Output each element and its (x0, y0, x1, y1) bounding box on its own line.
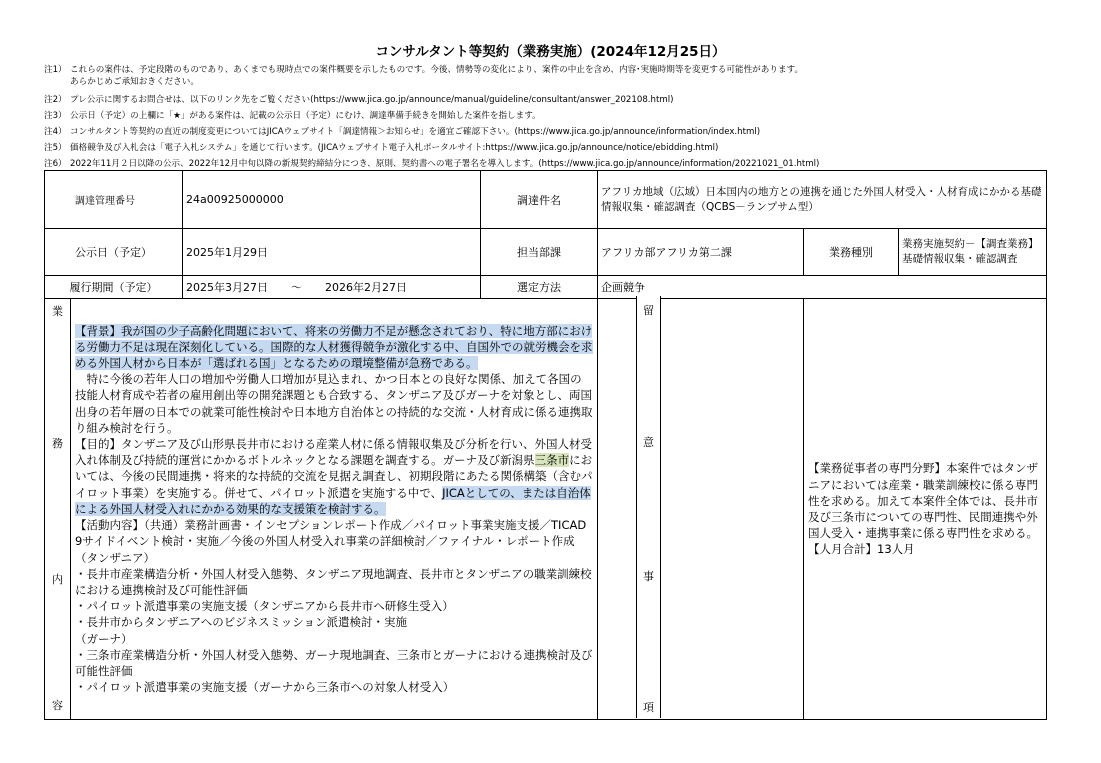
note-text: 公示日（予定）の上欄に「★」がある案件は、記載の公示日（予定）にむけ、調達準備手続きを開始した案件を指します。 (70, 111, 541, 121)
purpose-highlight: JICAとしての、または自治体による外国人材受入れにかかる効果的な支援策を検討する。 (75, 485, 591, 516)
note-text: 2022年11月２日以降の公示、2022年12月中旬以降の新規契約締結分につき、原則、契約書への電子署名を導入します。(https://www.jica.go.jp/announce/information/20221021_01.html) (70, 159, 820, 169)
purpose-city-highlight: 三条市 (534, 453, 570, 468)
announce-date-label: 公示日（予定） (45, 229, 183, 276)
note-label: 注5） (44, 143, 67, 153)
business-type-label: 業務種別 (804, 229, 899, 276)
content-label-char: 務 (52, 437, 63, 450)
note-5 (44, 142, 1064, 154)
tanzania-item: ・長井市産業構造分析・外国人材受入態勢、タンザニア現地調査、長井市とタンザニアの職業訓練校における連携検討及び可能性評価 (75, 566, 592, 597)
period-value (183, 276, 481, 299)
ghana-item: ・パイロット派遣事業の実施支援（ガーナから三条市への対象人材受入） (75, 680, 455, 695)
procurement-no-label: 調達管理番号 (45, 171, 183, 229)
ghana-item: ・三条市産業構造分析・外国人材受入態勢、ガーナ現地調査、三条市とガーナにおける連携検討及び可能性評価 (75, 647, 593, 678)
case-name-value: アフリカ地域（広域）日本国内の地方との連携を通じた外国人材受入・人材育成にかかる基礎情報収集・確認調査（QCBS－ランプサム型） (598, 171, 1047, 229)
department-value: アフリカ部アフリカ第二課 (598, 229, 804, 276)
content-label-char: 容 (52, 699, 63, 712)
note-3 (44, 110, 1064, 122)
note-1 (44, 64, 1064, 88)
remarks-label-char: 留 (643, 304, 654, 317)
remarks-label-char: 意 (643, 436, 654, 449)
purpose-part: 【目的】タンザニア及び山形県長井市における産業人材に係る情報収集及び分析を行い、外国人材受入れ体制及び持続的運営にかかるボトルネックとなる課題を調査する。ガーナ及び新潟県 (75, 437, 593, 468)
page-title: コンサルタント等契約（業務実施）(2024年12月25日） (375, 44, 726, 60)
selection-method-value: 企画競争 (598, 276, 1047, 299)
period-start: 2025年3月27日 (186, 281, 268, 294)
case-name-label: 調達件名 (481, 171, 598, 229)
content-label-char: 内 (52, 573, 63, 586)
note-4 (44, 126, 1064, 138)
activity-text: 【活動内容】（共通）業務計画書・インセプションレポート作成／パイロット事業実施支援／TICAD9サイドイベント検討・実施／今後の外国人材受入れ事業の詳細検討／ファイナル・レポート作成 (75, 518, 587, 549)
man-month-text: 【人月合計】13人月 (808, 542, 915, 557)
selection-method-label: 選定方法 (481, 276, 598, 299)
note-label: 注4） (44, 127, 67, 137)
remarks-label-char: 項 (643, 701, 654, 714)
content-vertical-label (45, 299, 71, 720)
purpose-text (75, 436, 593, 517)
tanzania-item: ・長井市からタンザニアへのビジネスミッション派遣検討・実施 (75, 615, 408, 630)
note-text: 価格競争及び入札会は「電子入札システム」を通じて行います。(JICAウェブサイト電子入札ポータルサイト:https://www.jica.go.jp/announce/notice/ebidding.html) (70, 143, 719, 153)
note-2 (44, 94, 1064, 106)
purpose-part: においては、今後の民間連携・将来的な持続的交流を見据え調査し、初期段階にあたる関係構築（含むパイロット事業）を実施する。併せて、パイロット派遣を実施する中で、 (75, 453, 593, 500)
ghana-heading: （ガーナ） (75, 631, 133, 646)
note-text-continued: あらかじめご承知おきください。 (70, 77, 199, 87)
background-text-2: 特に今後の若年人口の増加や労働人口増加が見込まれ、かつ日本との良好な関係、加えて各国の技能人材育成や若者の雇用創出等の開発課題とも合致する、タンザニア及びガーナを対象とし、両国出身の若年層の日本での就業可能性検討や日本地方自治体との持続的な交流・人材育成に係る連携取り組み検討を行う。 (75, 372, 593, 435)
notes-section (44, 64, 1064, 170)
tanzania-heading: （タンザニア） (75, 550, 156, 565)
remarks-content (804, 299, 1047, 720)
note-label: 注6） (44, 159, 67, 169)
background-text: 【背景】我が国の少子高齢化問題において、将来の労働力不足が懸念されており、特に地方部における労働力不足は現在深刻化している。国際的な人材獲得競争が激化する中、自国外での就労機会を求める外国人材から日本が「選ばれる国」となるための環境整備が急務である。 (75, 323, 593, 371)
note-label: 注1） (44, 65, 67, 75)
note-label: 注2） (44, 95, 67, 105)
note-label: 注3） (44, 111, 67, 121)
remarks-vertical-label (598, 299, 804, 720)
period-separator: ～ (291, 281, 302, 294)
announce-date-value: 2025年1月29日 (183, 229, 481, 276)
note-text: プレ公示に関するお問合せは、以下のリンク先をご覧ください(https://www.jica.go.jp/announce/manual/guideline/consultant/answer_202108.html) (70, 95, 674, 105)
remarks-label-column (636, 296, 661, 718)
remarks-label-char: 事 (643, 570, 654, 583)
note-6 (44, 158, 1064, 170)
department-label: 担当部課 (481, 229, 598, 276)
tanzania-item: ・パイロット派遣事業の実施支援（タンザニアから長井市へ研修生受入） (75, 599, 454, 614)
business-type-value: 業務実施契約－【調査業務】基礎情報収集・確認調査 (899, 229, 1047, 276)
period-label: 履行期間（予定） (45, 276, 183, 299)
procurement-no-value: 24a00925000000 (183, 171, 481, 229)
business-content (71, 299, 598, 720)
period-end: 2026年2月27日 (325, 281, 407, 294)
note-text: コンサルタント等契約の直近の制度変更についてはJICAウェブサイト「調達情報＞お知らせ」を適宜ご確認下さい。(https://www.jica.go.jp/announce/information/index.html) (70, 127, 761, 137)
content-label-char: 業 (52, 305, 63, 318)
expertise-text: 【業務従事者の専門分野】本案件ではタンザニアにおいては産業・職業訓練校に係る専門性を求める。加えて本案件全体では、長井市及び三条市についての専門性、民間連携や外国人受入・連携事業に係る専門性を求める。 (808, 461, 1038, 541)
case-table (44, 170, 1047, 720)
note-text: これらの案件は、予定段階のものであり、あくまでも現時点での案件概要を示したものです。今後、情勢等の変化により、案件の中止を含め、内容･実施時期等を変更する可能性があります。 (70, 65, 804, 75)
